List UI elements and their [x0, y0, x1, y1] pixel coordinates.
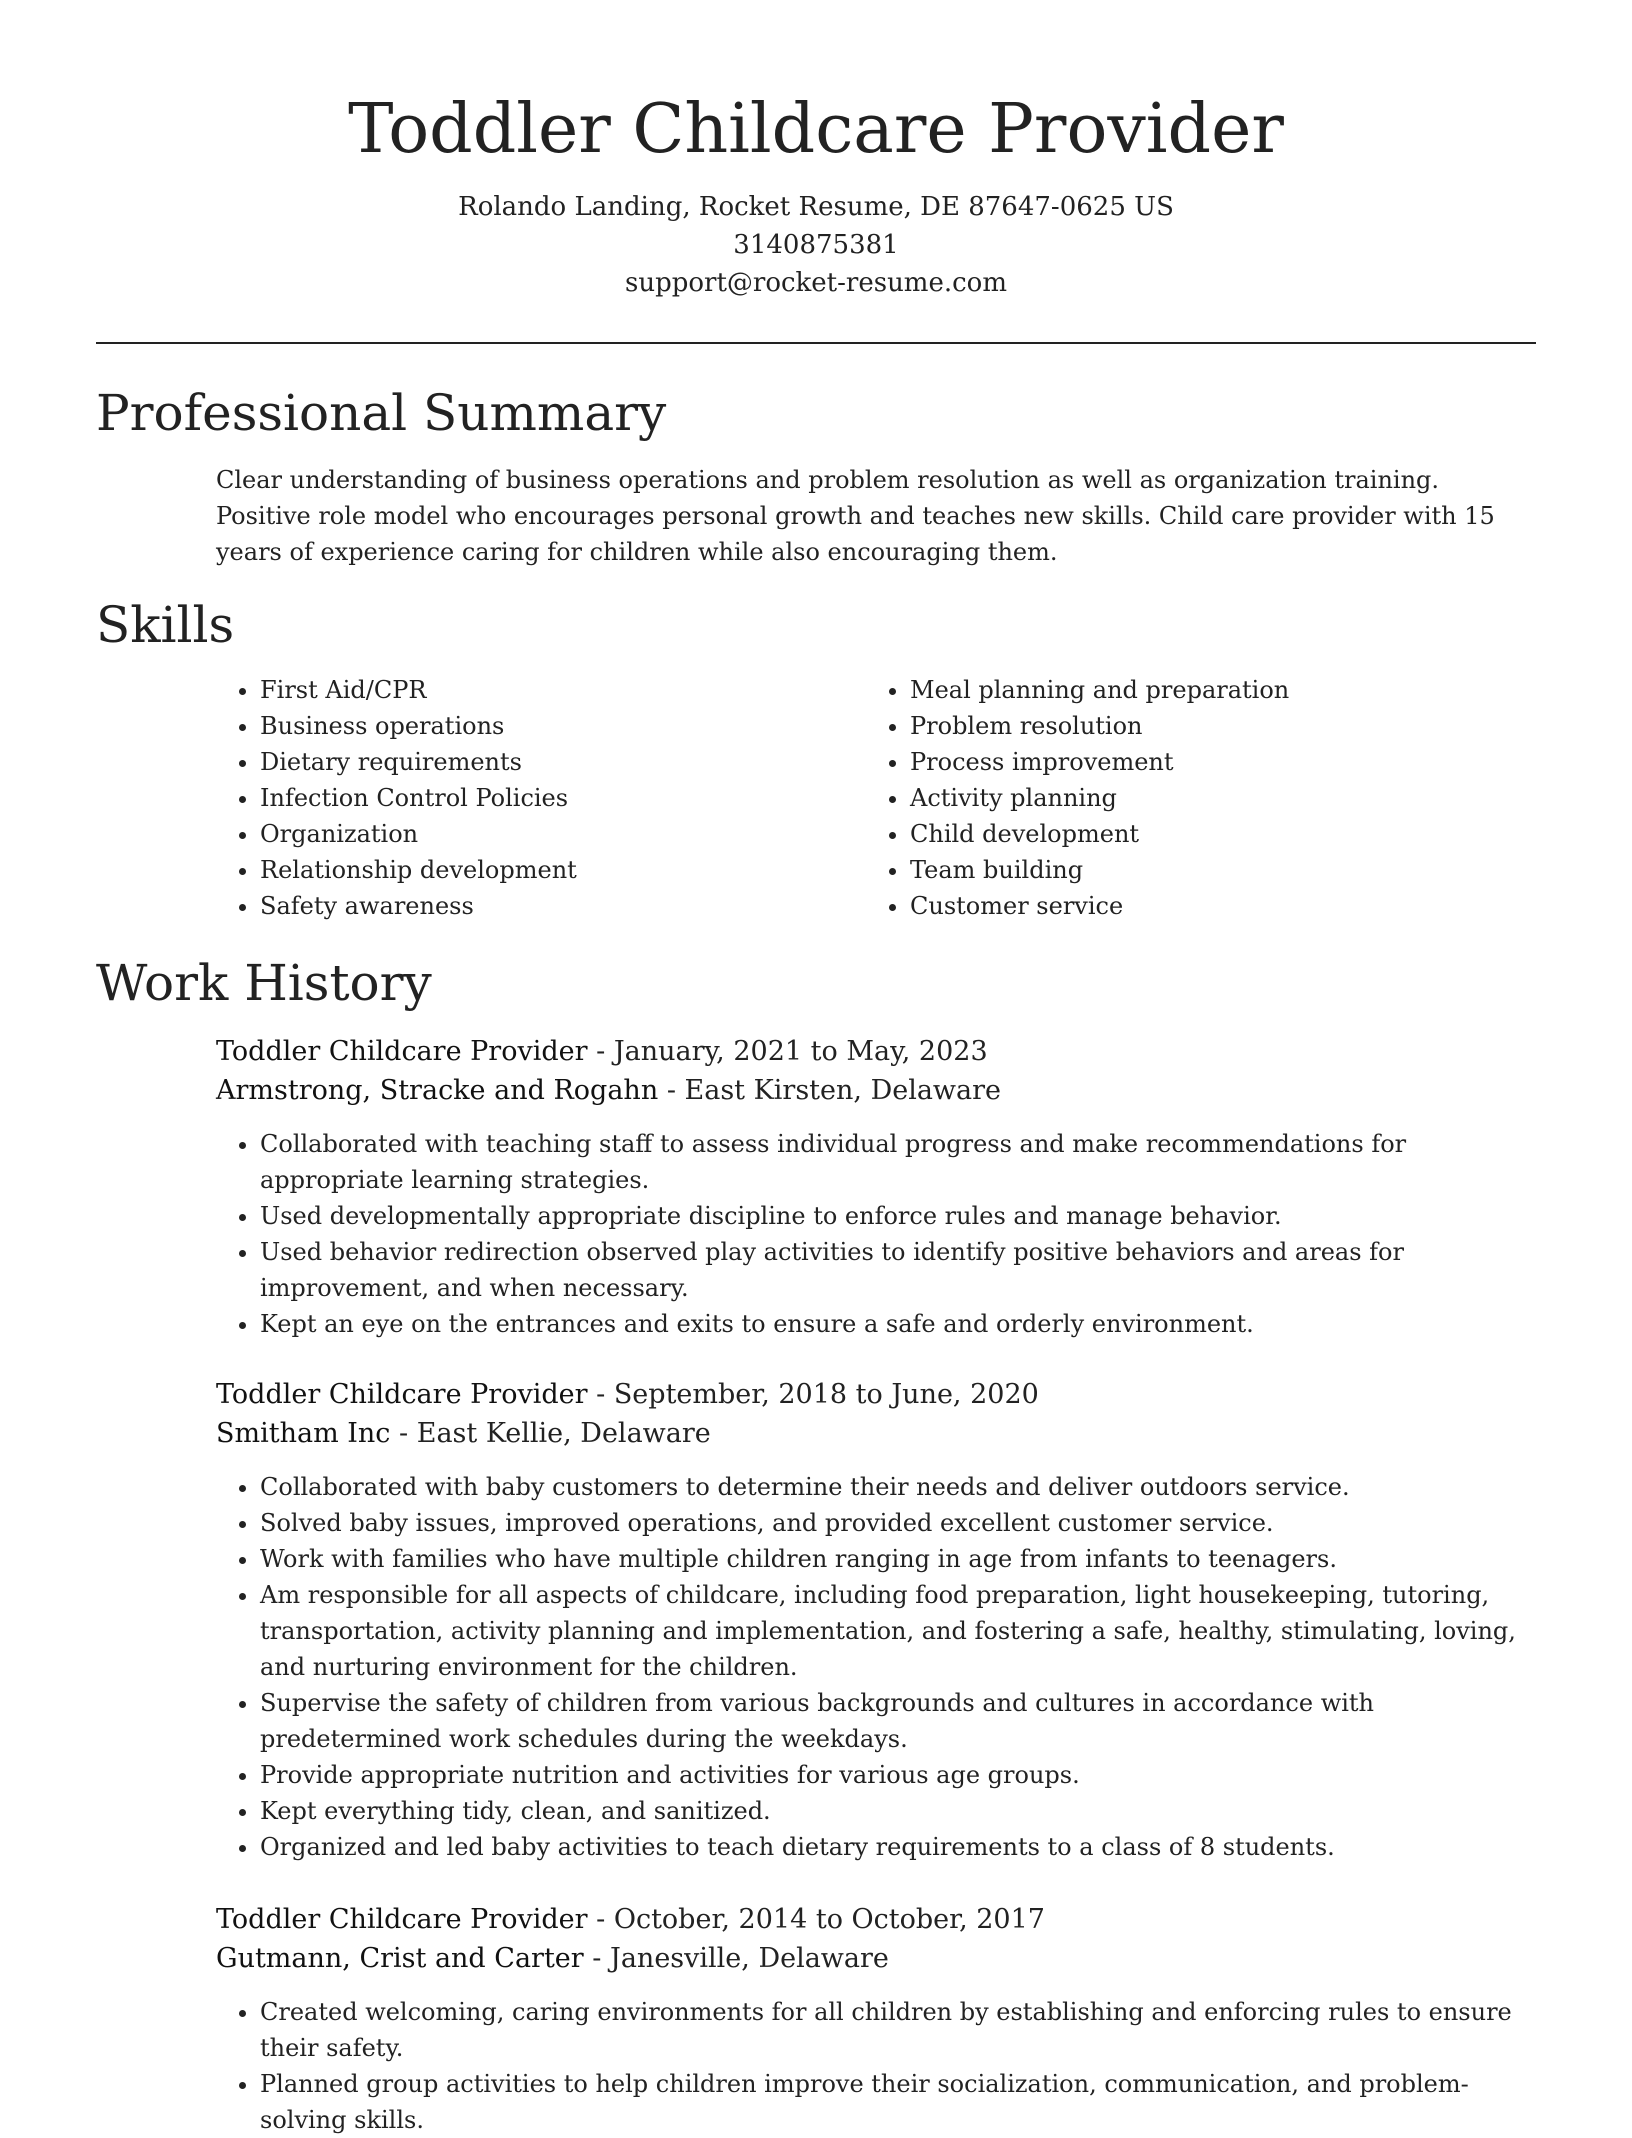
candidate-name: Toddler Childcare Provider [348, 90, 1284, 169]
skills-column-right [866, 672, 1510, 924]
job-employer: Gutmann, Crist and Carter [216, 1943, 584, 1974]
contact-phone: 3140875381 [733, 230, 899, 260]
header-divider [96, 342, 1536, 344]
job-bullets [216, 1126, 1536, 1342]
job-bullet: • Kept an eye on the entrances and exits to ensure a safe and orderly environment. [260, 1306, 1536, 1342]
job-title-line [216, 1375, 1536, 1414]
job-location: - East Kirsten, Delaware [666, 1075, 1002, 1106]
skill-item: • Organization [260, 816, 860, 852]
job-bullet: • Kept everything tidy, clean, and sanitized. [260, 1793, 1536, 1829]
job-title-line [216, 1900, 1536, 1939]
skill-item: • Infection Control Policies [260, 780, 860, 816]
skills-column-left [216, 672, 860, 924]
job-bullet: • Used behavior redirection observed play activities to identify positive behaviors and areas for improvement, and when necessary. [260, 1234, 1536, 1306]
job-dates: - October, 2014 to October, 2017 [596, 1904, 1045, 1935]
skill-item: • Safety awareness [260, 888, 860, 924]
job-bullet: • Created welcoming, caring environments for all children by establishing and enforcing rules to ensure their safety. [260, 1994, 1536, 2066]
job-bullet: • Am responsible for all aspects of childcare, including food preparation, light housekeeping, tutoring, transportation, activity planning and implementation, and fostering a safe, healthy, stimulating, loving, and nurturing environment for the children. [260, 1577, 1536, 1685]
job-employer-line [216, 1414, 1536, 1453]
contact-address: Rolando Landing, Rocket Resume, DE 87647-0625 US [458, 192, 1174, 222]
job-bullets [216, 1994, 1536, 2138]
job-bullet: • Organized and led baby activities to teach dietary requirements to a class of 8 students. [260, 1829, 1536, 1865]
skill-item: • Activity planning [910, 780, 1510, 816]
job-bullet: • Planned group activities to help children improve their socialization, communication, and problem-solving skills. [260, 2066, 1536, 2138]
skill-item: • Team building [910, 852, 1510, 888]
job-employer: Smitham Inc [216, 1418, 391, 1449]
job-position: Toddler Childcare Provider [216, 1036, 588, 1067]
job-employer-line [216, 1939, 1536, 1978]
job-bullet: • Used developmentally appropriate discipline to enforce rules and manage behavior. [260, 1198, 1536, 1234]
section-title-work-history: Work History [96, 954, 432, 1012]
job-entry [216, 1032, 1536, 1342]
job-bullet: • Supervise the safety of children from various backgrounds and cultures in accordance with predetermined work schedules during the weekdays. [260, 1685, 1536, 1757]
skill-item: • First Aid/CPR [260, 672, 860, 708]
skill-item: • Meal planning and preparation [910, 672, 1510, 708]
job-employer-line [216, 1071, 1536, 1110]
job-location: - Janesville, Delaware [592, 1943, 889, 1974]
section-title-skills: Skills [96, 596, 235, 654]
skill-item: • Business operations [260, 708, 860, 744]
skill-item: • Process improvement [910, 744, 1510, 780]
job-position: Toddler Childcare Provider [216, 1379, 588, 1410]
job-title-line [216, 1032, 1536, 1071]
job-dates: - September, 2018 to June, 2020 [596, 1379, 1039, 1410]
job-bullet: • Solved baby issues, improved operations, and provided excellent customer service. [260, 1505, 1536, 1541]
job-position: Toddler Childcare Provider [216, 1904, 588, 1935]
resume-header [0, 80, 1632, 302]
job-bullet: • Work with families who have multiple children ranging in age from infants to teenagers. [260, 1541, 1536, 1577]
section-title-summary: Professional Summary [96, 384, 667, 442]
skill-item: • Dietary requirements [260, 744, 860, 780]
skill-item: • Child development [910, 816, 1510, 852]
job-entry [216, 1900, 1536, 2138]
skill-item: • Problem resolution [910, 708, 1510, 744]
contact-email: support@rocket-resume.com [624, 268, 1007, 298]
job-bullets [216, 1469, 1536, 1865]
skill-item: • Relationship development [260, 852, 860, 888]
job-location: - East Kellie, Delaware [399, 1418, 711, 1449]
job-employer: Armstrong, Stracke and Rogahn [216, 1075, 659, 1106]
job-dates: - January, 2021 to May, 2023 [596, 1036, 988, 1067]
summary-text: Clear understanding of business operations and problem resolution as well as organization training. Positive role model who encourages personal growth and teaches new skills. Child care provider with 15 years of experience caring for children while also encouraging them. [216, 466, 1495, 566]
job-entry [216, 1375, 1536, 1865]
job-bullet: • Provide appropriate nutrition and activities for various age groups. [260, 1757, 1536, 1793]
job-bullet: • Collaborated with teaching staff to assess individual progress and make recommendations for appropriate learning strategies. [260, 1126, 1536, 1198]
skill-item: • Customer service [910, 888, 1510, 924]
job-bullet: • Collaborated with baby customers to determine their needs and deliver outdoors service. [260, 1469, 1536, 1505]
